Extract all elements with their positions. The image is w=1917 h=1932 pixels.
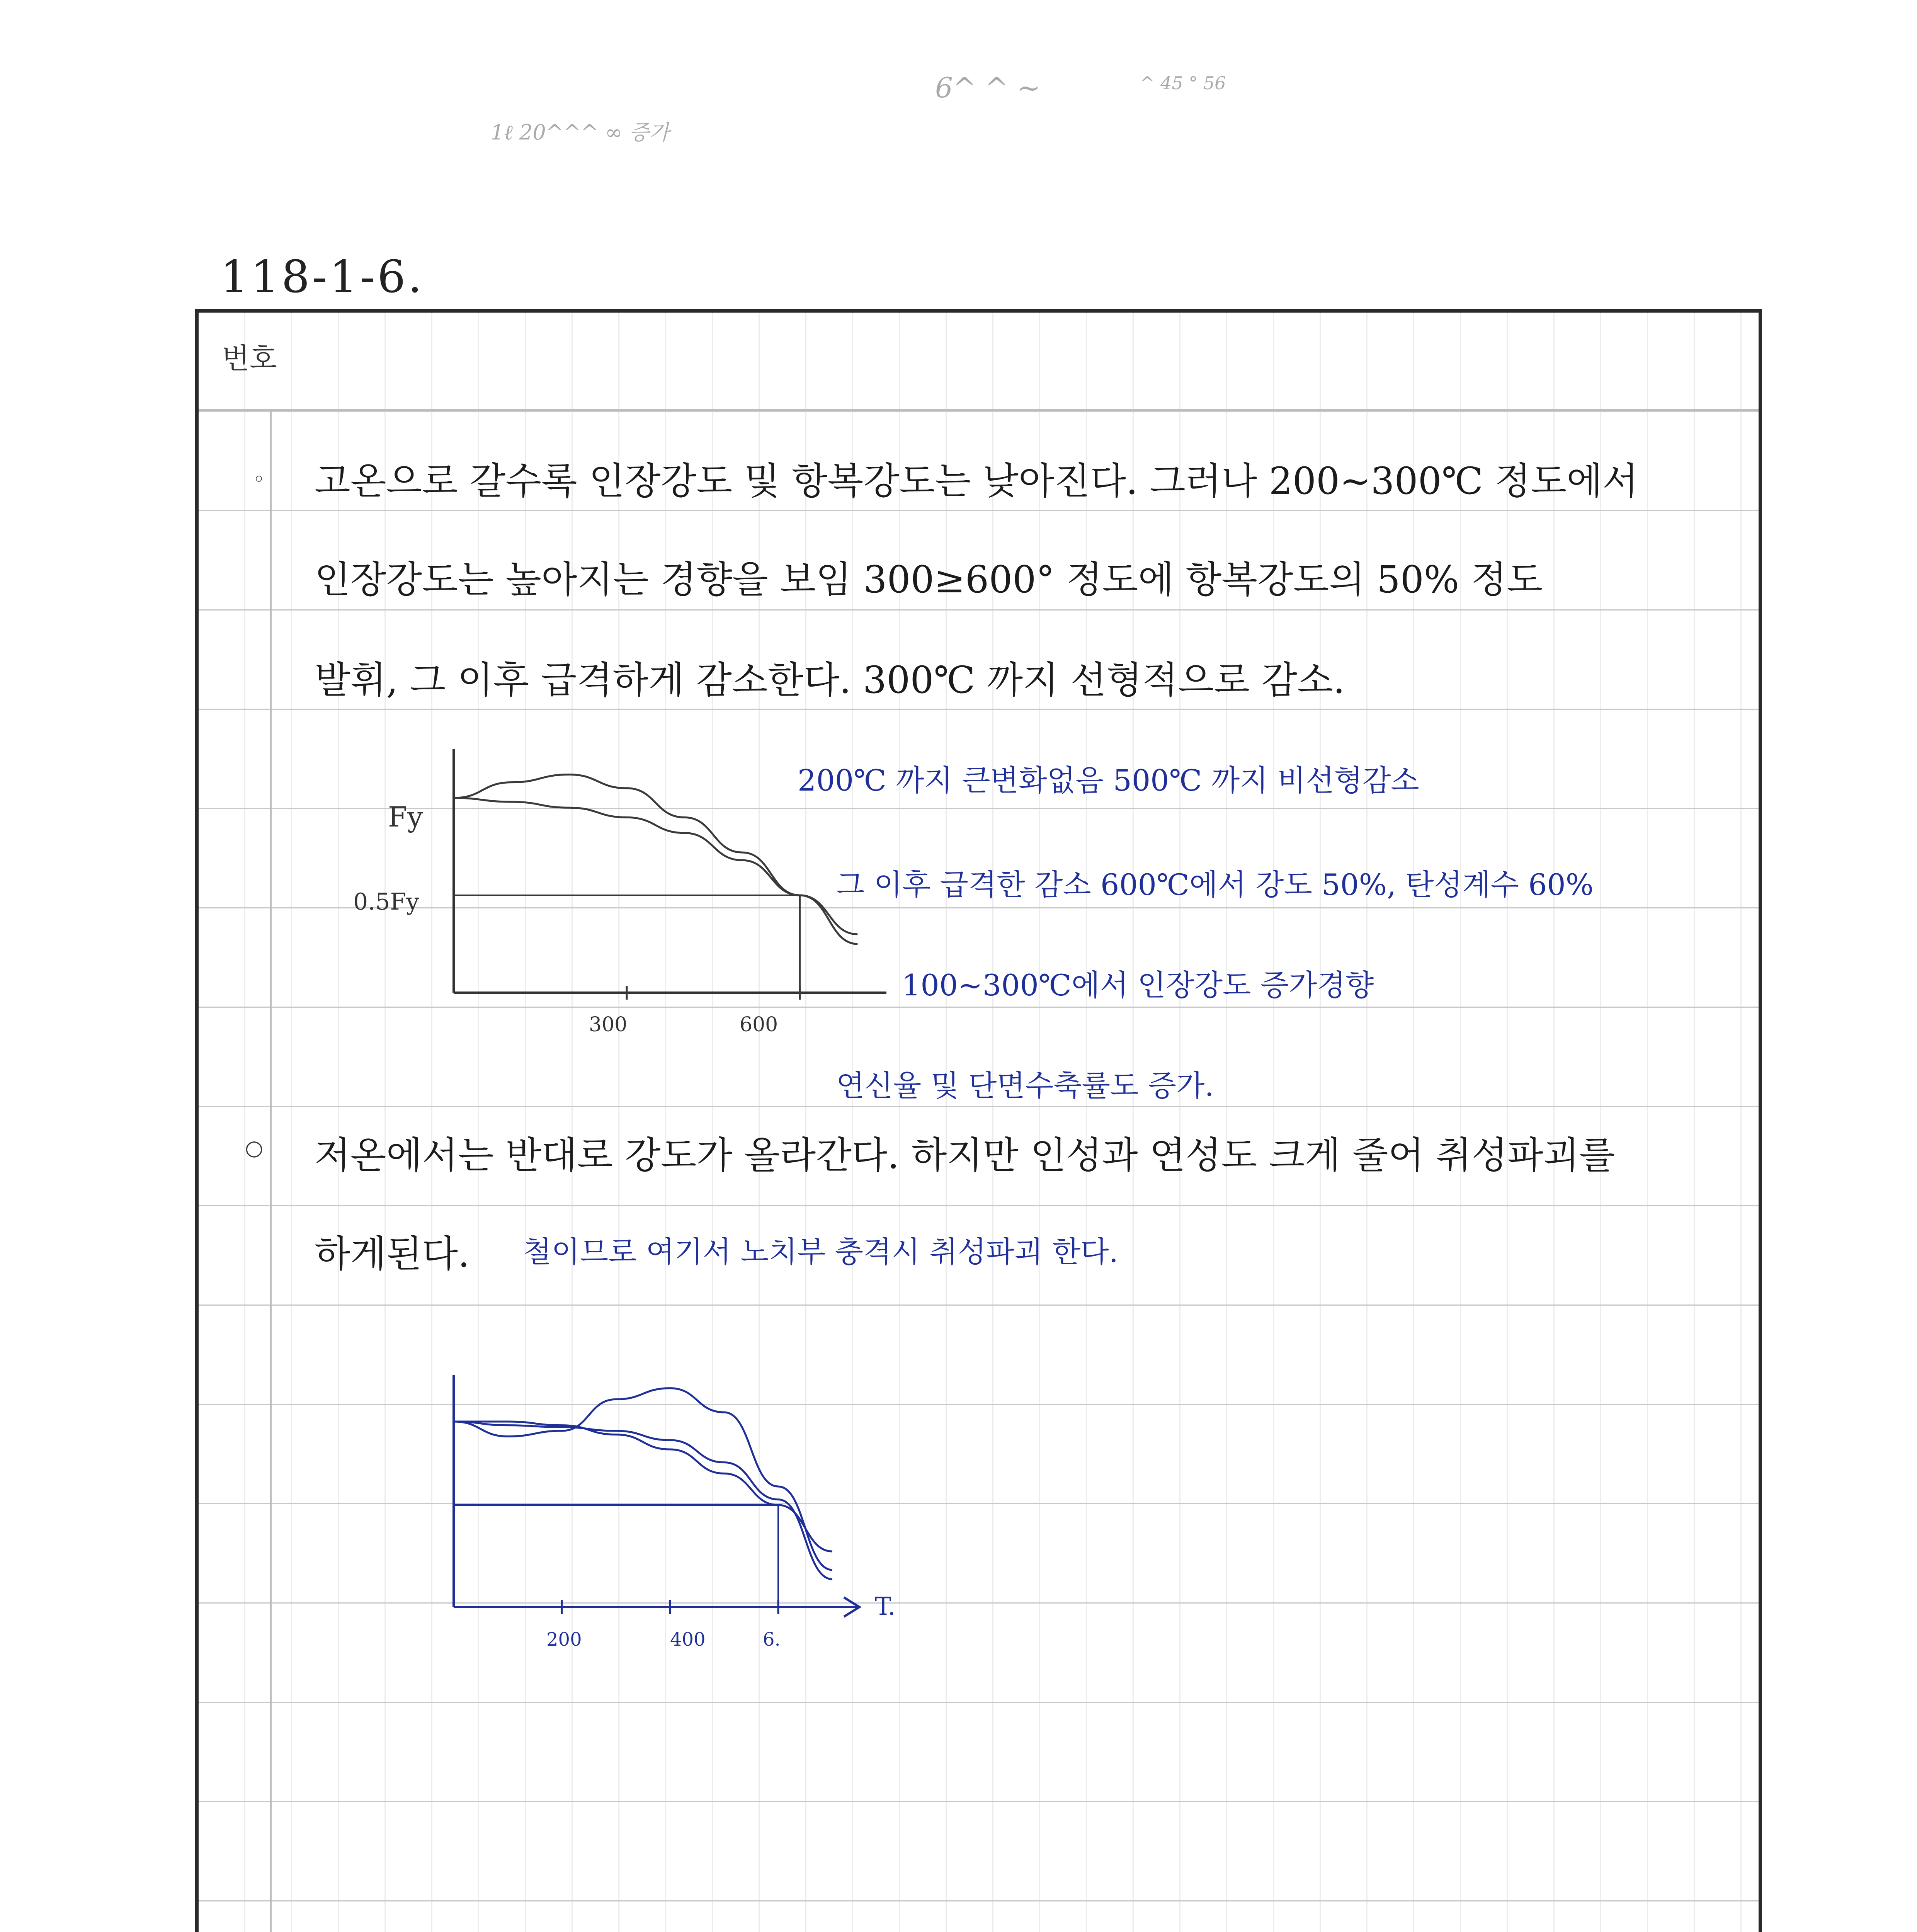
axis-label-t: T. — [875, 1592, 896, 1621]
blue-note-4: 연신율 및 단면수축률도 증가. — [836, 1068, 1214, 1103]
answer-sheet — [195, 309, 1762, 1932]
blue-note-3: 100~300℃에서 인장강도 증가경향 — [902, 968, 1374, 1002]
x-label-600: 6. — [763, 1629, 781, 1650]
x-label-400: 400 — [670, 1629, 706, 1650]
document-number: 118-1-6. — [220, 251, 425, 303]
series-line-1 — [454, 775, 857, 944]
series-line-3 — [454, 1422, 832, 1579]
series-line-2 — [454, 798, 857, 934]
x-label-200: 200 — [546, 1629, 582, 1650]
margin-rule — [270, 409, 272, 1932]
x-label-600: 600 — [740, 1013, 778, 1035]
section1-line-3: 발휘, 그 이후 급격하게 감소한다. 300℃ 까지 선형적으로 감소. — [315, 658, 1345, 702]
number-label: 번호 — [222, 342, 277, 375]
top-note-3: ^ 45 ° 56 — [1140, 73, 1226, 94]
top-note-1: 1ℓ 20^^^ ∞ 증가 — [491, 120, 670, 145]
x-label-300: 300 — [589, 1013, 628, 1035]
blue-note-5: 철이므로 여기서 노치부 충격시 취성파괴 한다. — [523, 1235, 1118, 1269]
section1-line-2: 인장강도는 높아지는 경향을 보임 300≥600° 정도에 항복강도의 50% 정도 — [315, 558, 1543, 601]
section2-line-2: 하게된다. — [315, 1232, 470, 1276]
blue-note-1: 200℃ 까지 큰변화없음 500℃ 까지 비선형감소 — [798, 763, 1419, 798]
top-note-2: 6^ ^ ~ — [935, 71, 1041, 104]
section1-line-1: 고온으로 갈수록 인장강도 및 항복강도는 낮아진다. 그러나 200~300℃ 정도에서 — [315, 459, 1638, 503]
y-label-half-fy: 0.5Fy — [353, 888, 419, 915]
y-label-fy: Fy — [388, 801, 423, 833]
bullet-2: ○ — [245, 1136, 264, 1160]
section2-line-1: 저온에서는 반대로 강도가 올라간다. 하지만 인성과 연성도 크게 줄어 취성파괴를 — [315, 1134, 1615, 1177]
chart-strength-vs-temperature — [338, 738, 898, 1035]
series-line-1 — [454, 1388, 832, 1570]
bullet-1: ◦ — [253, 467, 265, 492]
blue-note-2: 그 이후 급격한 감소 600℃에서 강도 50%, 탄성계수 60% — [836, 867, 1594, 902]
chart-low-temperature-strength — [415, 1364, 995, 1692]
header-rule — [199, 409, 1759, 411]
